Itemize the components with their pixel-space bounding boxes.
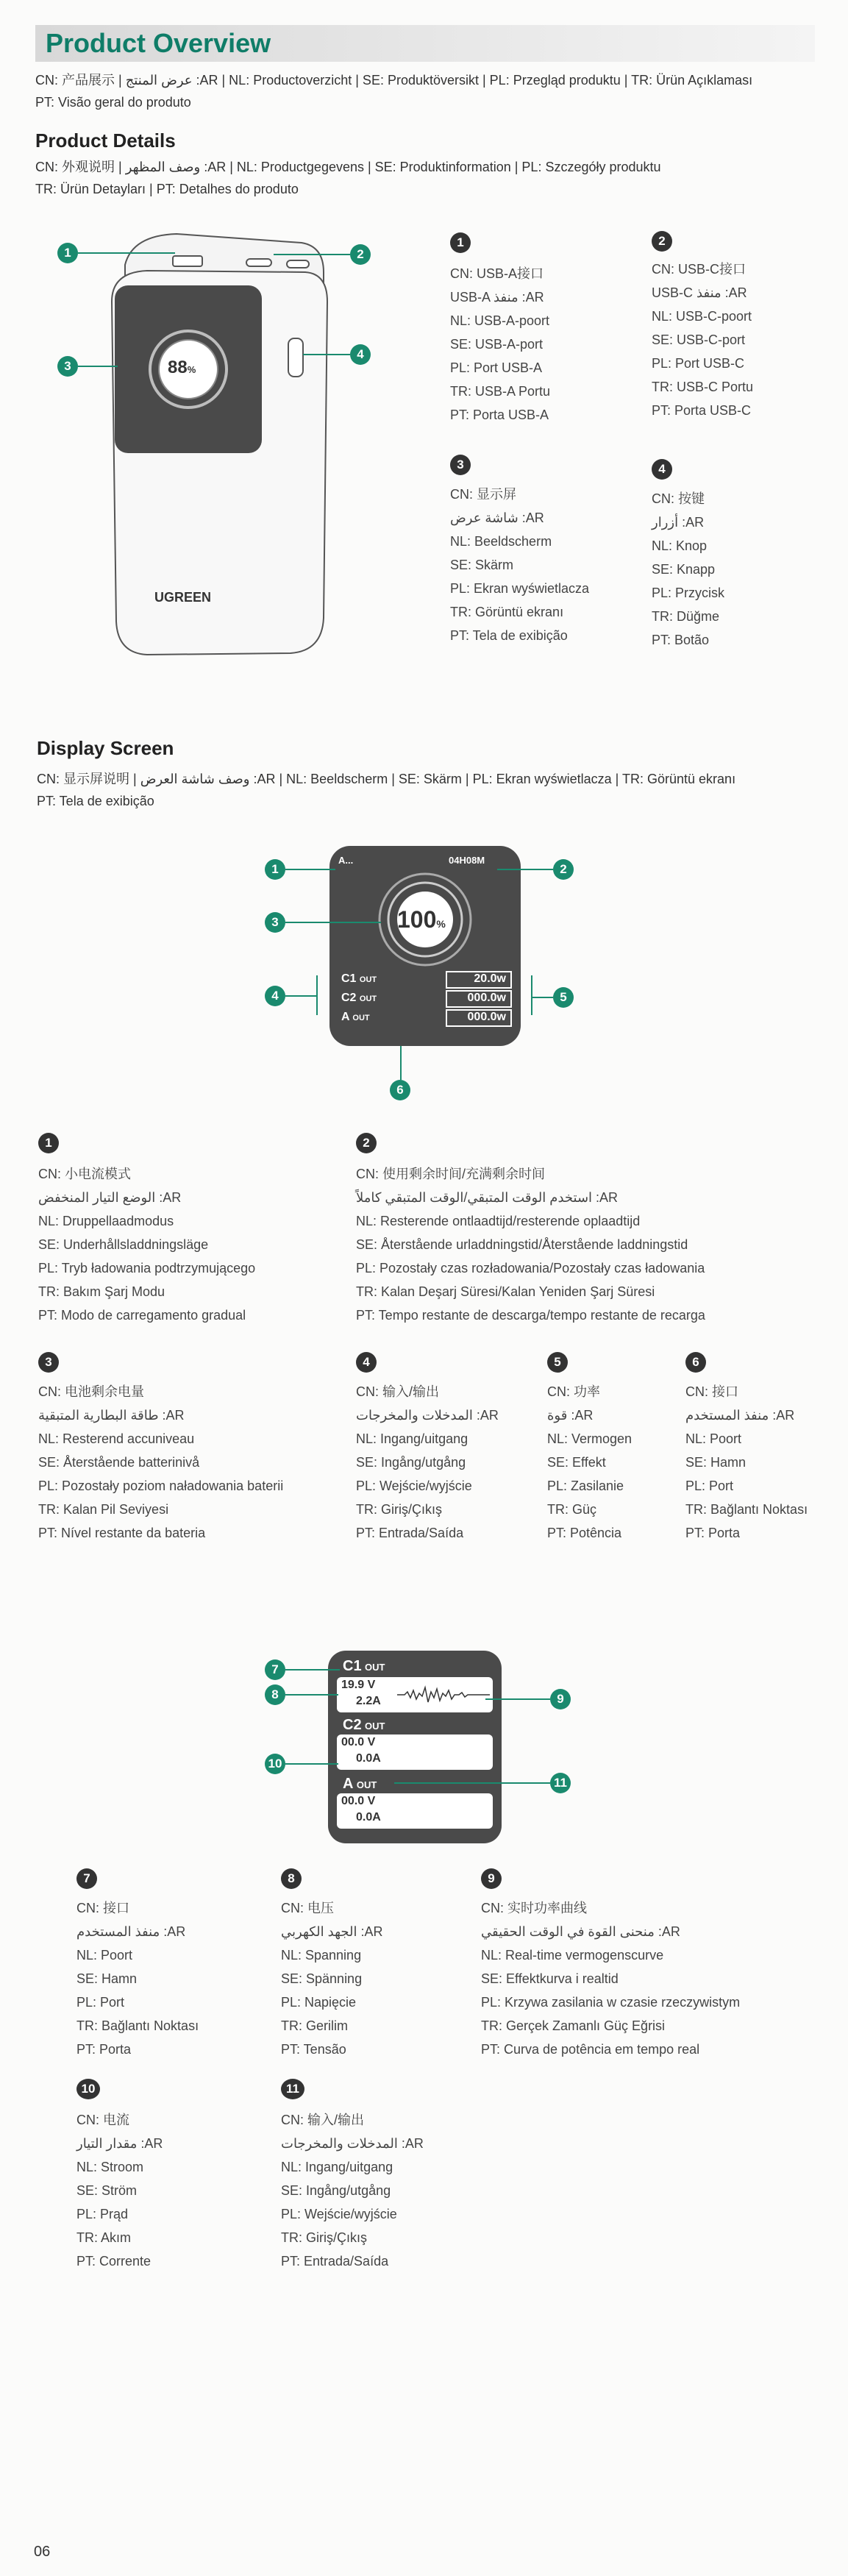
item-line: SE: Effekt xyxy=(547,1455,606,1470)
callout-line xyxy=(274,254,350,255)
output-item-number-7: 7 xyxy=(76,1868,97,1889)
item-line: SE: Ingång/utgång xyxy=(281,2183,391,2198)
item-line: TR: Güç xyxy=(547,1502,597,1517)
item-line: NL: Stroom xyxy=(76,2160,144,2174)
row-label: C2 xyxy=(341,992,357,1004)
item-line: USB-C منفذ :AR xyxy=(652,285,747,300)
screen-callout-1: 1 xyxy=(265,859,285,880)
item-line: TR: Kalan Pil Seviyesi xyxy=(38,1502,169,1517)
item-line: PL: Ekran wyświetlacza xyxy=(450,581,590,596)
item-line: NL: Beeldscherm xyxy=(450,534,552,549)
item-line: PT: Modo de carregamento gradual xyxy=(38,1308,246,1323)
output-item-8 xyxy=(281,1896,383,2061)
details-item-1 xyxy=(450,262,550,427)
item-line: طاقة البطارية المتبقية :AR xyxy=(38,1408,185,1423)
output-a-current: 0.0A xyxy=(356,1811,381,1824)
output-item-number-10: 10 xyxy=(76,2079,100,2099)
callout-line xyxy=(531,997,553,998)
item-line: TR: Gerçek Zamanlı Güç Eğrisi xyxy=(481,2018,666,2033)
item-line: CN: USB-A接口 xyxy=(450,266,544,281)
screen-callout-4: 4 xyxy=(265,986,285,1006)
callout-line xyxy=(285,995,316,997)
item-line: قوة :AR xyxy=(547,1408,594,1423)
item-line: PL: Pozostały czas rozładowania/Pozostały czas ładowania xyxy=(356,1261,705,1275)
output-item-number-8: 8 xyxy=(281,1868,302,1889)
item-line: CN: 实时功率曲线 xyxy=(481,1901,587,1915)
item-line: NL: Poort xyxy=(76,1948,133,1963)
item-line: PT: Porta xyxy=(685,1526,741,1540)
callout-line xyxy=(285,922,381,923)
item-line: PT: Entrada/Saída xyxy=(356,1526,464,1540)
screen-callout-6: 6 xyxy=(390,1080,410,1100)
output-callout-8: 8 xyxy=(265,1684,285,1705)
details-item-4 xyxy=(652,487,724,652)
item-line: SE: Skärm xyxy=(450,558,514,572)
item-line: TR: Bağlantı Noktası xyxy=(76,2018,199,2033)
display-item-number-4: 4 xyxy=(356,1352,377,1373)
item-line: PT: Curva de potência em tempo real xyxy=(481,2042,700,2057)
output-c2-current: 0.0A xyxy=(356,1752,381,1765)
display-lang-line: CN: 显示屏说明 | وصف شاشة العرض :AR | NL: Beeldscherm | SE: Skärm | PL: Ekran wyświetlacza | TR: Görüntü ekranı xyxy=(37,772,736,786)
item-line: المدخلات والمخرجات :AR xyxy=(281,2136,424,2151)
item-line: SE: Effektkurva i realtid xyxy=(481,1971,619,1986)
callout-line xyxy=(78,252,175,254)
item-line: TR: Akım xyxy=(76,2230,132,2245)
item-line: PL: Przycisk xyxy=(652,586,725,600)
item-line: منحنى القوة في الوقت الحقيقي :AR xyxy=(481,1924,680,1939)
row-label: A xyxy=(341,1011,349,1023)
item-line: PL: Krzywa zasilania w czasie rzeczywistym xyxy=(481,1995,741,2010)
item-line: NL: Resterend accuniveau xyxy=(38,1431,195,1446)
output-c1-voltage: 19.9 V xyxy=(341,1679,376,1691)
item-line: CN: 电池剩余电量 xyxy=(38,1384,144,1399)
output-item-11 xyxy=(281,2108,424,2273)
item-line: SE: USB-A-port xyxy=(450,337,544,352)
overview-lang-line: PT: Visão geral do produto xyxy=(35,95,191,110)
device-display-value: 88 xyxy=(168,357,188,377)
output-item-9 xyxy=(481,1896,740,2061)
item-line: CN: 电流 xyxy=(76,2113,129,2127)
output-c2-label xyxy=(343,1717,385,1734)
item-line: SE: Hamn xyxy=(76,1971,138,1986)
output-item-7 xyxy=(76,1896,199,2061)
row-sub: OUT xyxy=(365,1721,385,1732)
callout-bracket xyxy=(316,975,318,1015)
item-line: SE: Återstående batterinivå xyxy=(38,1455,200,1470)
item-number-2: 2 xyxy=(652,231,672,252)
item-line: PL: Port xyxy=(685,1479,734,1493)
item-line: PT: Porta USB-A xyxy=(450,408,549,422)
callout-2: 2 xyxy=(350,244,371,265)
item-line: NL: Druppellaadmodus xyxy=(38,1214,174,1228)
row-sub: OUT xyxy=(356,1779,377,1790)
item-line: TR: USB-A Portu xyxy=(450,384,551,399)
item-line: PT: Porta USB-C xyxy=(652,403,752,418)
page-title: Product Overview xyxy=(46,28,271,58)
overview-lang-line: CN: 产品展示 | عرض المنتج :AR | NL: Productoverzicht | SE: Produktöversikt | PL: Przegląd produktu | TR: Ürün Açıklaması xyxy=(35,73,753,88)
screen-row-a xyxy=(341,1011,370,1024)
item-number-1: 1 xyxy=(450,232,471,253)
display-screen-diagram xyxy=(329,846,521,1046)
callout-line xyxy=(497,869,553,870)
item-line: PL: Prąd xyxy=(76,2207,129,2221)
display-lang-line: PT: Tela de exibição xyxy=(37,794,154,808)
output-c2-panel xyxy=(337,1734,493,1770)
item-line: PT: Corrente xyxy=(76,2254,152,2269)
item-line: SE: Spänning xyxy=(281,1971,363,1986)
display-item-number-5: 5 xyxy=(547,1352,568,1373)
details-heading: Product Details xyxy=(35,129,176,152)
display-item-3 xyxy=(38,1380,283,1545)
page-number: 06 xyxy=(34,2544,51,2560)
item-line: المدخلات والمخرجات :AR xyxy=(356,1408,499,1423)
display-item-number-1: 1 xyxy=(38,1133,59,1153)
item-line: PL: Pozostały poziom naładowania baterii xyxy=(38,1479,284,1493)
item-line: شاشة عرض :AR xyxy=(450,510,544,525)
item-line: PL: Napięcie xyxy=(281,1995,357,2010)
callout-1: 1 xyxy=(57,243,78,263)
device-brand-logo: UGREEN xyxy=(154,590,212,605)
output-a-panel xyxy=(337,1793,493,1829)
item-line: SE: Återstående urladdningstid/Återstående laddningstid xyxy=(356,1237,688,1252)
item-line: SE: Underhållsladdningsläge xyxy=(38,1237,209,1252)
callout-line xyxy=(394,1782,550,1784)
item-line: CN: 显示屏 xyxy=(450,487,516,502)
battery-percent-unit: % xyxy=(436,918,446,930)
screen-value-a: 000.0w xyxy=(446,1009,512,1027)
item-line: NL: Spanning xyxy=(281,1948,362,1963)
item-line: الجهد الكهربي :AR xyxy=(281,1924,383,1939)
item-line: TR: Gerilim xyxy=(281,2018,348,2033)
screen-value-c1: 20.0w xyxy=(446,971,512,989)
output-callout-9: 9 xyxy=(550,1689,571,1709)
callout-line xyxy=(400,1046,402,1080)
item-number-4: 4 xyxy=(652,459,672,480)
item-line: PT: Potência xyxy=(547,1526,622,1540)
row-label: C1 xyxy=(343,1658,362,1674)
item-line: TR: Düğme xyxy=(652,609,720,624)
display-item-4 xyxy=(356,1380,499,1545)
item-line: SE: USB-C-port xyxy=(652,332,746,347)
output-item-10 xyxy=(76,2108,163,2273)
item-line: CN: 电压 xyxy=(281,1901,334,1915)
details-item-2 xyxy=(652,257,753,422)
item-line: استخدم الوقت المتبقي/الوقت المتبقي كاملاً :AR xyxy=(356,1190,619,1205)
item-line: PT: Porta xyxy=(76,2042,132,2057)
callout-line xyxy=(78,366,118,367)
item-line: CN: 使用剩余时间/充满剩余时间 xyxy=(356,1167,545,1181)
screen-battery-percent xyxy=(397,906,446,933)
item-line: TR: Bakım Şarj Modu xyxy=(38,1284,165,1299)
item-line: الوضع التيار المنخفض :AR xyxy=(38,1190,182,1205)
item-line: PT: Tela de exibição xyxy=(450,628,568,643)
display-heading: Display Screen xyxy=(37,737,174,759)
item-number-3: 3 xyxy=(450,455,471,475)
item-line: CN: 按键 xyxy=(652,491,705,506)
output-a-label xyxy=(343,1776,377,1793)
screen-callout-2: 2 xyxy=(553,859,574,880)
screen-row-c1 xyxy=(341,972,377,986)
output-item-number-11: 11 xyxy=(281,2079,304,2099)
item-line: CN: 功率 xyxy=(547,1384,600,1399)
power-bank-illustration xyxy=(103,221,331,662)
display-item-2 xyxy=(356,1162,705,1327)
item-line: NL: Knop xyxy=(652,538,708,553)
item-line: SE: Ingång/utgång xyxy=(356,1455,466,1470)
item-line: NL: Ingang/uitgang xyxy=(356,1431,468,1446)
item-line: PL: Wejście/wyjście xyxy=(281,2207,397,2221)
screen-time-remaining: 04H08M xyxy=(449,855,485,866)
item-line: NL: Real-time vermogenscurve xyxy=(481,1948,664,1963)
item-line: PL: Port USB-C xyxy=(652,356,745,371)
item-line: أزرار :AR xyxy=(652,515,705,530)
item-line: TR: Görüntü ekranı xyxy=(450,605,564,619)
item-line: مقدار التيار :AR xyxy=(76,2136,163,2151)
item-line: TR: USB-C Portu xyxy=(652,380,754,394)
display-item-number-2: 2 xyxy=(356,1133,377,1153)
item-line: TR: Giriş/Çıkış xyxy=(356,1502,442,1517)
output-callout-11: 11 xyxy=(550,1773,571,1793)
row-sub: OUT xyxy=(365,1662,385,1673)
output-c1-panel xyxy=(337,1677,493,1712)
item-line: USB-A منفذ :AR xyxy=(450,290,544,305)
item-line: PL: Wejście/wyjście xyxy=(356,1479,472,1493)
overview-langs xyxy=(35,69,752,113)
item-line: NL: USB-A-poort xyxy=(450,313,550,328)
output-screen-diagram xyxy=(328,1651,502,1843)
screen-callout-5: 5 xyxy=(553,987,574,1008)
battery-percent-value: 100 xyxy=(397,906,437,933)
row-sub: OUT xyxy=(359,995,377,1003)
callout-line xyxy=(285,1669,340,1671)
callout-line xyxy=(285,1763,338,1765)
item-line: SE: Ström xyxy=(76,2183,138,2198)
item-line: CN: 接口 xyxy=(76,1901,129,1915)
item-line: PL: Zasilanie xyxy=(547,1479,624,1493)
row-label: C2 xyxy=(343,1717,362,1733)
item-line: CN: USB-C接口 xyxy=(652,262,747,277)
row-sub: OUT xyxy=(359,975,377,984)
screen-value-c2: 000.0w xyxy=(446,990,512,1008)
display-item-5 xyxy=(547,1380,632,1545)
item-line: NL: Ingang/uitgang xyxy=(281,2160,393,2174)
display-langs xyxy=(37,768,735,812)
output-c1-label xyxy=(343,1658,385,1675)
screen-row-c2 xyxy=(341,992,377,1005)
item-line: PL: Port xyxy=(76,1995,125,2010)
callout-4: 4 xyxy=(350,344,371,365)
details-lang-line: TR: Ürün Detayları | PT: Detalhes do produto xyxy=(35,182,299,196)
item-line: CN: 小电流模式 xyxy=(38,1167,131,1181)
realtime-power-curve xyxy=(397,1682,490,1708)
callout-3: 3 xyxy=(57,356,78,377)
callout-line xyxy=(285,869,335,870)
item-line: PT: Nível restante da bateria xyxy=(38,1526,206,1540)
output-callout-7: 7 xyxy=(265,1659,285,1680)
row-label: A xyxy=(343,1776,354,1792)
output-c2-voltage: 00.0 V xyxy=(341,1736,376,1748)
display-item-number-3: 3 xyxy=(38,1352,59,1373)
details-lang-line: CN: 外观说明 | وصف المظهر :AR | NL: Productgegevens | SE: Produktinformation | PL: Szczegóły produktu xyxy=(35,160,661,174)
item-line: PT: Entrada/Saída xyxy=(281,2254,389,2269)
item-line: PT: Botão xyxy=(652,633,710,647)
item-line: PL: Tryb ładowania podtrzymującego xyxy=(38,1261,256,1275)
item-line: CN: 输入/输出 xyxy=(281,2113,365,2127)
screen-callout-3: 3 xyxy=(265,912,285,933)
item-line: NL: Resterende ontlaadtijd/resterende oplaadtijd xyxy=(356,1214,641,1228)
callout-line xyxy=(285,1694,338,1696)
display-item-1 xyxy=(38,1162,255,1327)
display-item-number-6: 6 xyxy=(685,1352,706,1373)
item-line: PL: Port USB-A xyxy=(450,360,543,375)
item-line: TR: Kalan Deşarj Süresi/Kalan Yeniden Şarj Süresi xyxy=(356,1284,655,1299)
screen-mode-indicator: A... xyxy=(338,855,354,866)
item-line: NL: Vermogen xyxy=(547,1431,633,1446)
item-line: CN: 输入/输出 xyxy=(356,1384,440,1399)
display-item-6 xyxy=(685,1380,808,1545)
output-c1-current: 2.2A xyxy=(356,1695,381,1707)
callout-line xyxy=(303,354,350,355)
item-line: NL: USB-C-poort xyxy=(652,309,752,324)
item-line: SE: Hamn xyxy=(685,1455,747,1470)
details-item-3 xyxy=(450,483,589,647)
item-line: TR: Giriş/Çıkış xyxy=(281,2230,367,2245)
callout-line xyxy=(485,1698,550,1700)
output-item-number-9: 9 xyxy=(481,1868,502,1889)
row-sub: OUT xyxy=(352,1014,370,1022)
item-line: SE: Knapp xyxy=(652,562,716,577)
item-line: PT: Tensão xyxy=(281,2042,346,2057)
item-line: PT: Tempo restante de descarga/tempo restante de recarga xyxy=(356,1308,705,1323)
item-line: منفذ المستخدم :AR xyxy=(685,1408,795,1423)
item-line: NL: Poort xyxy=(685,1431,742,1446)
item-line: منفذ المستخدم :AR xyxy=(76,1924,186,1939)
row-label: C1 xyxy=(341,972,357,985)
item-line: CN: 接口 xyxy=(685,1384,738,1399)
device-display-unit: % xyxy=(187,364,196,375)
device-display-reading xyxy=(168,357,196,378)
item-line: TR: Bağlantı Noktası xyxy=(685,1502,808,1517)
details-langs xyxy=(35,156,661,200)
callout-bracket xyxy=(531,975,532,1015)
output-callout-10: 10 xyxy=(265,1754,285,1774)
output-a-voltage: 00.0 V xyxy=(341,1795,376,1807)
